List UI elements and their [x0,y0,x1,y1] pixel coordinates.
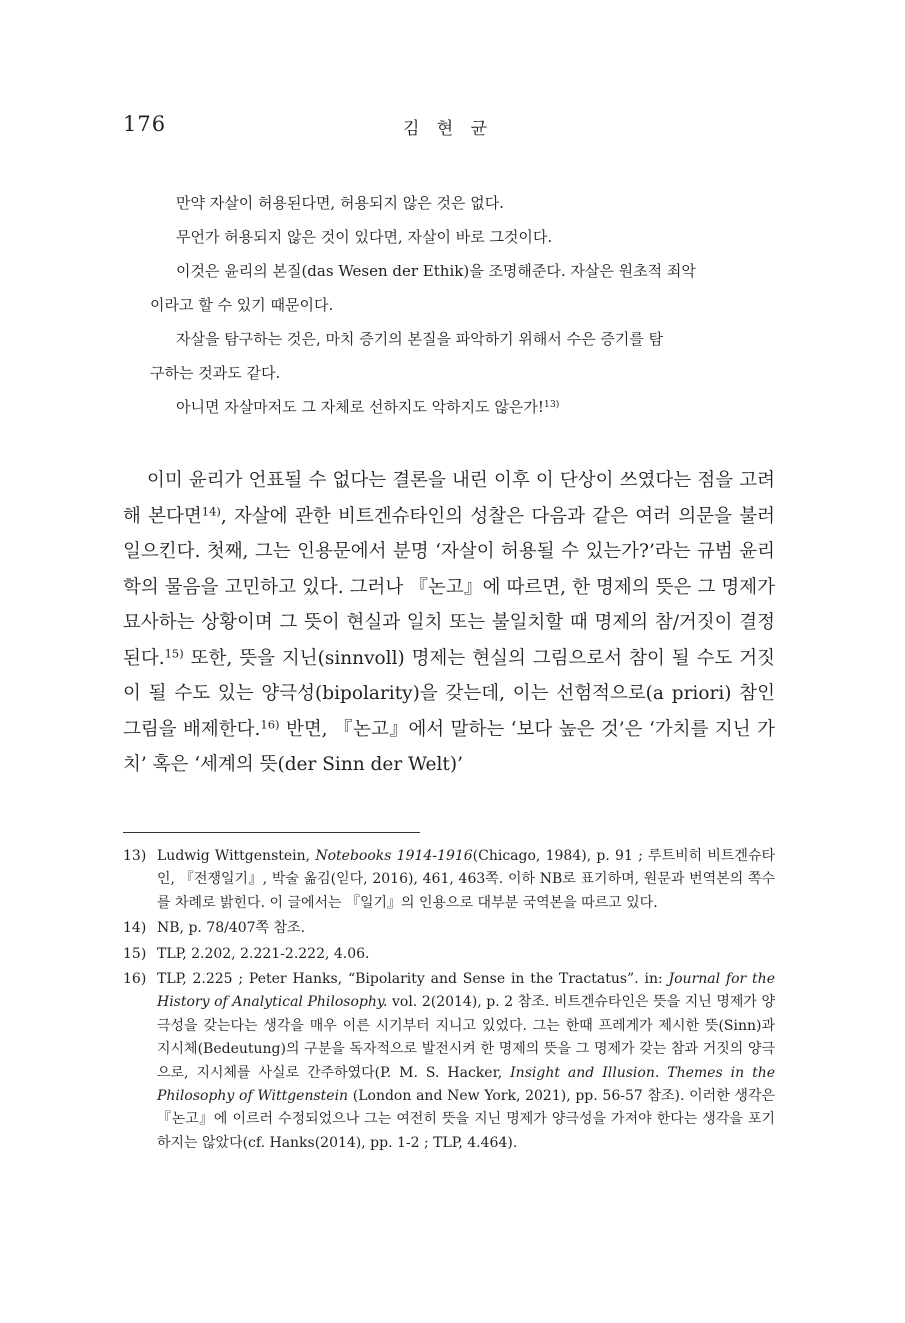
footnote-text: NB, p. 78/407쪽 참조. [157,920,306,937]
footnote-title: Insight and Illusion. Themes in the Philosophy of Wittgenstein [157,1064,775,1105]
quote-line: 이라고 할 수 있기 때문이다. [150,296,334,314]
footnote-13 [123,845,775,915]
footnote-number: 16) [123,971,147,988]
quote-line: 무언가 허용되지 않은 것이 있다면, 자살이 바로 그것이다. [176,228,553,246]
body-text [123,463,775,783]
footnote-number: 14) [123,920,147,937]
quote-line: 만약 자살이 허용된다면, 허용되지 않은 것은 없다. [176,194,504,212]
footnote-text: TLP, 2.202, 2.221-2.222, 4.06. [157,945,370,962]
footnote-text: TLP, 2.225 ; Peter Hanks, “Bipolarity and Sense in the Tractatus”. in: [157,971,669,988]
body-sentence: , 자살에 관한 비트겐슈타인의 성찰은 다음과 같은 여러 의문을 불러일으킨다. 첫째, 그는 인용문에서 분명 ‘자살이 허용될 수 있는가?’라는 규범 윤리학의 물음을 고민하고 있다. 그러나 『논고』에 따르면, 한 명제의 뜻은 그 명제가 묘사하는 상황이며 그 뜻이 현실과 일치 또는 불일치할 때 명제의 참/거짓이 결정된다. [123,505,775,669]
block-quote [150,186,760,424]
note-ref-16[interactable]: 16) [260,717,280,732]
footnote-number: 15) [123,945,147,962]
footnote-divider [123,832,420,833]
quote-line: 이것은 윤리의 본질(das Wesen der Ethik)을 조명해준다. 자살은 원초적 죄악 [176,262,696,280]
body-sentence: 또한, 뜻을 지닌(sinnvoll) 명제는 현실의 그림으로서 참이 될 수도 거짓이 될 수도 있는 양극성(bipolarity)을 갖는데, 이는 선험적으로(a priori) 참인 그림을 배제한다. [123,647,775,740]
footnote-text: (London and New York, 2021), pp. 56-57 참조). 이러한 생각은 『논고』에 이르러 수정되었으나 그는 여전히 뜻을 지닌 명제가 양극성을 가져야 한다는 생각을 포기하지는 않았다(cf. Hanks(2014), pp. 1-2 ; TLP, 4.464). [157,1088,775,1151]
footnotes [123,845,775,1157]
quote-line: 자살을 탐구하는 것은, 마치 증기의 본질을 파악하기 위해서 수은 증기를 탐 [176,330,664,348]
footnote-text: Ludwig Wittgenstein, [157,848,316,864]
running-head-author: 김 현 균 [402,119,494,139]
quote-line: 구하는 것과도 같다. [150,364,281,382]
body-sentence: 이미 윤리가 언표될 수 없다는 결론을 내린 이후 이 단상이 쓰였다는 점을 고려해 본다면 [123,470,775,527]
note-ref-14[interactable]: 14) [201,504,221,519]
footnote-text: vol. 2(2014), p. 2 참조. 비트겐슈타인은 뜻을 지닌 명제가 양극성을 갖는다는 생각을 매우 이른 시기부터 지니고 있었다. 그는 한때 프레게가 제시한 뜻(Sinn)과 지시체(Bedeutung)의 구분을 독자적으로 발전시켜 한 명제의 뜻을 그 명제가 갖는 참과 거짓의 양극으로, 지시체를 사실로 간주하였다(P. M. S. Hacker, [157,994,775,1081]
body-sentence: 반면, 『논고』에서 말하는 ‘보다 높은 것’은 ‘가치를 지닌 가치’ 혹은 ‘세계의 뜻(der Sinn der Welt)’ [123,718,775,775]
note-ref-15[interactable]: 15) [164,646,184,661]
footnote-16 [123,968,775,1155]
footnote-title: Notebooks 1914-1916 [315,848,473,864]
footnote-title: Journal for the History of Analytical Philosophy. [157,971,775,1011]
quote-line-text: 아니면 자살마저도 그 자체로 선하지도 악하지도 않은가! [176,398,544,416]
quote-line-last [150,390,760,424]
footnote-14 [123,917,775,940]
page-header [123,112,773,142]
note-ref-13[interactable]: 13) [543,398,560,410]
body-paragraph [123,463,775,783]
page-number: 176 [123,112,167,136]
footnote-number: 13) [123,848,147,864]
footnote-text: (Chicago, 1984), p. 91 ; 루트비히 비트겐슈타인, 『전쟁일기』, 박술 옮김(읻다, 2016), 461, 463쪽. 이하 NB로 표기하며, 원문과 번역본의 쪽수를 차례로 밝힌다. 이 글에서는 『일기』의 인용으로 대부분 국역본을 따르고 있다. [157,848,775,911]
footnote-15 [123,943,775,966]
